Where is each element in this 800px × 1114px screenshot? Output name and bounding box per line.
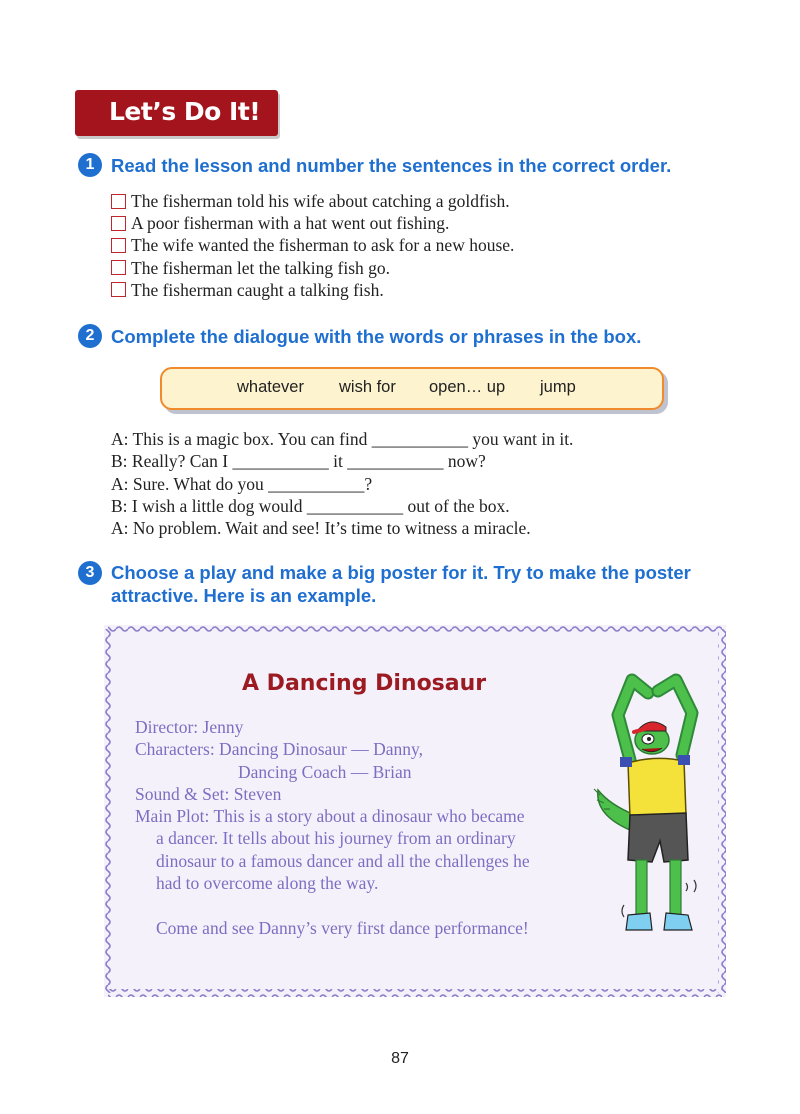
poster-invite: Come and see Danny’s very first dance performance! bbox=[156, 917, 529, 938]
order-number-box[interactable] bbox=[111, 194, 126, 209]
poster-details bbox=[135, 716, 530, 939]
dialogue bbox=[111, 428, 573, 539]
word-option: open… up bbox=[429, 378, 506, 396]
dialogue-line: B: Really? Can I ___________ it ___________ now? bbox=[111, 451, 486, 472]
instruction-line: Choose a play and make a big poster for it. Try to make the poster bbox=[111, 562, 691, 583]
dancing-dinosaur-illustration bbox=[590, 655, 705, 955]
word-option: whatever bbox=[237, 378, 304, 396]
order-number-box[interactable] bbox=[111, 282, 126, 297]
poster-characters: Characters: Dancing Dinosaur — Danny, bbox=[135, 739, 424, 760]
word-option: wish for bbox=[339, 378, 396, 396]
dialogue-line: B: I wish a little dog would ___________ out of the box. bbox=[111, 495, 510, 516]
poster-plot-cont: had to overcome along the way. bbox=[156, 873, 379, 894]
exercise-number-2: 2 bbox=[78, 324, 102, 348]
poster-plot: Main Plot: This is a story about a dinosaur who became bbox=[135, 806, 525, 827]
poster-plot-cont: a dancer. It tells about his journey from an ordinary bbox=[156, 828, 516, 849]
sentence-item bbox=[111, 234, 514, 256]
sentence-item bbox=[111, 257, 514, 279]
page-number: 87 bbox=[391, 1050, 409, 1067]
exercise-2-instruction: Complete the dialogue with the words or phrases in the box. bbox=[111, 326, 642, 347]
order-number-box[interactable] bbox=[111, 216, 126, 231]
poster-characters-cont: Dancing Coach — Brian bbox=[238, 761, 412, 782]
poster-director: Director: Jenny bbox=[135, 717, 244, 737]
poster-sound-set: Sound & Set: Steven bbox=[135, 783, 282, 804]
exercise-number-3: 3 bbox=[78, 561, 102, 585]
sentence-text: The fisherman caught a talking fish. bbox=[131, 279, 384, 300]
sentence-item bbox=[111, 212, 514, 234]
poster-plot-cont: dinosaur to a famous dancer and all the challenges he bbox=[156, 850, 530, 871]
exercise-3-instruction bbox=[111, 561, 751, 607]
sentence-item bbox=[111, 190, 514, 212]
exercise-number-1: 1 bbox=[78, 153, 102, 177]
dialogue-line: A: Sure. What do you ___________? bbox=[111, 473, 373, 494]
word-option: jump bbox=[540, 378, 576, 396]
poster-title: A Dancing Dinosaur bbox=[242, 671, 487, 696]
dialogue-line: A: This is a magic box. You can find ___________ you want in it. bbox=[111, 429, 574, 449]
exercise-1-instruction: Read the lesson and number the sentences in the correct order. bbox=[111, 155, 672, 176]
sentence-list bbox=[111, 190, 514, 301]
sentence-text: The fisherman told his wife about catching a goldfish. bbox=[131, 191, 510, 211]
dialogue-line: A: No problem. Wait and see! It’s time to witness a miracle. bbox=[111, 518, 531, 539]
instruction-line: attractive. Here is an example. bbox=[111, 585, 377, 606]
order-number-box[interactable] bbox=[111, 238, 126, 253]
order-number-box[interactable] bbox=[111, 260, 126, 275]
sentence-text: The fisherman let the talking fish go. bbox=[131, 257, 391, 278]
word-box bbox=[160, 367, 664, 410]
banner-title: Let’s Do It! bbox=[109, 97, 261, 126]
sentence-text: The wife wanted the fisherman to ask for a new house. bbox=[131, 235, 515, 256]
sentence-text: A poor fisherman with a hat went out fishing. bbox=[131, 213, 450, 234]
sentence-item bbox=[111, 279, 514, 301]
section-banner bbox=[75, 90, 278, 136]
